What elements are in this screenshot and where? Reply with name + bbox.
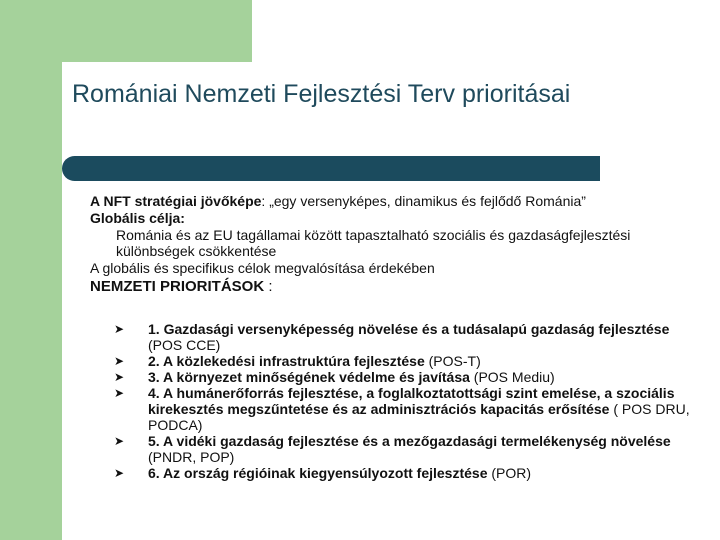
arrow-bullet-icon: ➤	[114, 322, 125, 336]
vision-text: : „egy versenyképes, dinamikus és fejlődő Románia”	[261, 193, 586, 209]
priority-code: (POS Mediu)	[469, 369, 555, 385]
priority-item	[114, 369, 700, 385]
priority-name: 4. A humánerőforrás fejlesztése, a foglalkoztatottsági szint emelése, a szociális kirekesztés megszűntetése és az adminisztrációs kapacitás erősítése	[148, 385, 675, 417]
priorities-heading	[90, 279, 700, 295]
priority-name: 1. Gazdasági versenyképesség növelése és a tudásalapú gazdaság fejlesztése	[148, 321, 670, 337]
priority-item	[114, 353, 700, 369]
arrow-bullet-icon: ➤	[114, 354, 125, 368]
priority-name: 2. A közlekedési infrastruktúra fejlesztése	[148, 353, 425, 369]
arrow-bullet-icon: ➤	[114, 466, 125, 480]
priority-code: (PNDR, POP)	[148, 449, 235, 465]
arrow-bullet-icon: ➤	[114, 370, 125, 384]
priority-code: ( POS DRU, PODCA)	[148, 401, 690, 433]
green-corner-block	[0, 0, 252, 62]
slide-title: Romániai Nemzeti Fejlesztési Terv prioritásai	[72, 80, 571, 108]
priority-item	[114, 385, 700, 433]
arrow-bullet-icon: ➤	[114, 434, 125, 448]
priority-item	[114, 433, 700, 465]
slide-content	[90, 193, 700, 481]
vision-line	[90, 193, 700, 209]
arrow-bullet-icon: ➤	[114, 386, 125, 400]
priorities-heading-colon: :	[264, 278, 273, 295]
priority-code: (POS-T)	[424, 353, 481, 369]
priority-name: 6. Az ország régióinak kiegyensúlyozott fejlesztése	[148, 465, 488, 481]
priority-item	[114, 321, 700, 353]
priority-name: 5. A vidéki gazdaság fejlesztése és a mezőgazdasági termelékenység növelése	[148, 433, 671, 449]
goal-label: Globális célja:	[90, 210, 185, 226]
priority-item	[114, 465, 700, 481]
priority-code: (POR)	[487, 465, 532, 481]
priorities-heading-text: NEMZETI PRIORITÁSOK	[90, 278, 265, 295]
priority-name: 3. A környezet minőségének védelme és javítása	[148, 369, 470, 385]
vision-label: A NFT stratégiai jövőképe	[90, 193, 262, 209]
title-underline-bar	[62, 156, 600, 181]
priority-code: (POS CCE)	[148, 337, 221, 353]
goal-text: Románia és az EU tagállamai között tapasztalható szociális és gazdaságfejlesztési különbségek csökkentése	[116, 227, 631, 259]
priority-list	[90, 321, 700, 481]
purpose-text: A globális és specifikus célok megvalósítása érdekében	[90, 260, 435, 276]
green-side-strip	[0, 62, 62, 540]
